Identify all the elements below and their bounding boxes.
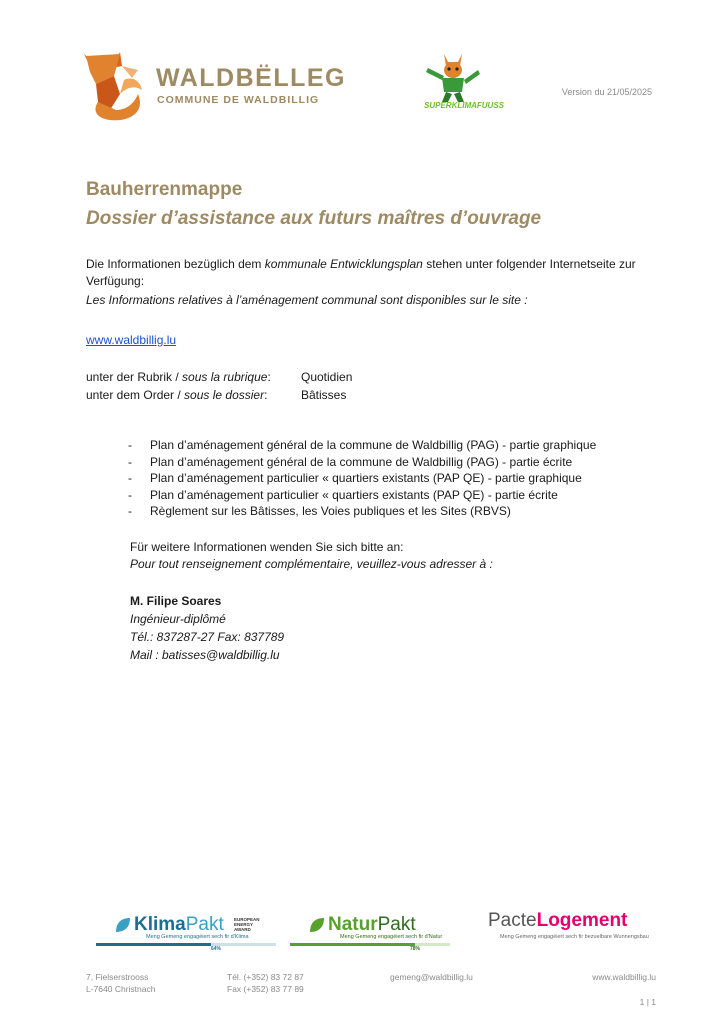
contact-name: M. Filipe Soares <box>130 594 222 608</box>
intro-german-after: stehen unter folgender Internetseite zur Verfügung: <box>86 257 636 288</box>
klimapakt-wordmark <box>134 914 224 936</box>
rubrik-value: Quotidien <box>301 370 353 384</box>
klimapakt-progress-bar <box>96 943 276 946</box>
fox-logo-icon <box>80 50 146 122</box>
pactelogement-logo <box>488 910 658 950</box>
contact-email: Mail : batisses@waldbillig.lu <box>130 648 280 662</box>
list-item: - Plan d’aménagement général de la commune de Waldbillig (PAG) - partie écrite <box>120 454 596 471</box>
naturpakt-tagline: Meng Gemeng engagéiert sech fir d'Natur <box>340 934 443 940</box>
brand-subtitle: COMMUNE DE WALDBILLIG <box>157 94 320 106</box>
page-number: 1 | 1 <box>639 997 656 1007</box>
list-item: - Plan d’aménagement particulier « quartiers existants (PAP QE) - partie écrite <box>120 487 596 504</box>
pacte-word-a: Pacte <box>488 910 537 931</box>
rubrik-label: unter der Rubrik / sous la rubrique: <box>86 370 271 384</box>
title-german: Bauherrenmappe <box>86 179 243 200</box>
footer-fax: Fax (+352) 83 77 89 <box>227 984 304 994</box>
intro-french: Les Informations relatives à l’aménagement communal sont disponibles sur le site : <box>86 293 528 307</box>
klimapakt-tagline: Meng Gemeng engagéiert sech fir d'Klima <box>146 934 249 940</box>
list-item: - Plan d’aménagement général de la commune de Waldbillig (PAG) - partie graphique <box>120 437 596 454</box>
list-item: - Plan d’aménagement particulier « quartiers existants (PAP QE) - partie graphique <box>120 470 596 487</box>
intro-german-italic: kommunale Entwicklungsplan <box>264 257 423 271</box>
footer-phone: Tél. (+352) 83 72 87 <box>227 972 304 982</box>
naturpakt-leaf-icon <box>308 916 326 934</box>
brand-name: WALDBËLLEG <box>156 64 346 92</box>
contact-german: Für weitere Informationen wenden Sie sich bitte an: <box>130 540 404 554</box>
mascot-caption: SUPERKLIMAFUUSS <box>424 101 505 110</box>
pactelogement-wordmark <box>488 910 627 932</box>
klimapakt-logo <box>96 912 276 952</box>
intro-german-before: Die Informationen bezüglich dem <box>86 257 265 271</box>
klimapakt-word-b: Pakt <box>185 914 224 935</box>
version-date: Version du 21/05/2025 <box>561 87 652 97</box>
naturpakt-percent: 78% <box>410 946 421 952</box>
order-label-de: unter dem Order / <box>86 388 185 402</box>
naturpakt-progress-bar <box>290 943 450 946</box>
naturpakt-logo <box>290 912 450 952</box>
plans-list <box>120 437 596 520</box>
naturpakt-wordmark <box>328 914 416 936</box>
rubrik-label-de: unter der Rubrik / <box>86 370 183 384</box>
naturpakt-word-b: Pakt <box>377 914 416 935</box>
klimapakt-word-a: Klima <box>134 914 186 935</box>
order-value: Bâtisses <box>301 388 347 402</box>
rubrik-label-fr: sous la rubrique <box>182 370 268 384</box>
naturpakt-word-a: Natur <box>328 914 378 935</box>
klimapakt-award: EUROPEAN ENERGY AWARD <box>234 917 260 932</box>
klimapakt-leaf-icon <box>114 916 132 934</box>
title-french: Dossier d’assistance aux futurs maîtres d’ouvrage <box>86 208 542 229</box>
contact-title: Ingénieur-diplômé <box>130 612 226 626</box>
footer-email[interactable]: gemeng@waldbillig.lu <box>390 972 473 982</box>
pacte-word-b: Logement <box>536 910 628 931</box>
contact-phone: Tél.: 837287-27 Fax: 837789 <box>130 630 285 644</box>
pactelogement-tagline: Meng Gemeng engagéiert sech fir bezuelbare Wunnengsbau <box>500 934 649 940</box>
footer-address-street: 7, Fielserstrooss <box>86 972 149 982</box>
footer-address-city: L-7640 Christnach <box>86 984 156 994</box>
website-link[interactable]: www.waldbillig.lu <box>86 333 177 347</box>
contact-french: Pour tout renseignement complémentaire, veuillez-vous adresser à : <box>130 557 493 571</box>
order-label-fr: sous le dossier <box>184 388 265 402</box>
order-label: unter dem Order / sous le dossier: <box>86 388 268 402</box>
superklimafuuss-mascot-icon <box>418 50 505 110</box>
intro-german <box>86 256 661 290</box>
list-item: - Règlement sur les Bâtisses, les Voies publiques et les Sites (RBVS) <box>120 503 596 520</box>
klimapakt-percent: 64% <box>211 946 222 952</box>
footer-website[interactable]: www.waldbillig.lu <box>592 972 656 982</box>
